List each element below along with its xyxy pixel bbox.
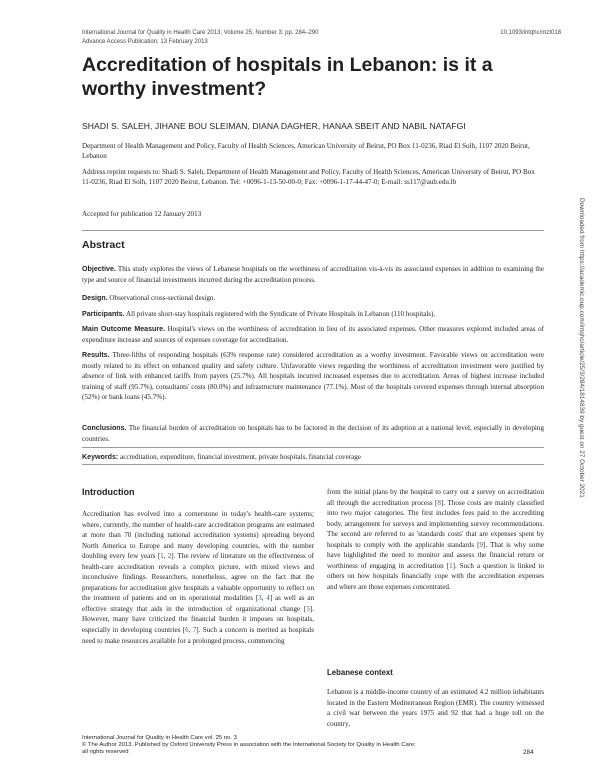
footer-journal-line: International Journal for Quality in Health Care vol. 25 no. 3 bbox=[82, 735, 237, 741]
author-list: SHADI S. SALEH, JIHANE BOU SLEIMAN, DIANA DAGHER, HANAA SBEIT AND NABIL NATAFGI bbox=[82, 121, 466, 131]
lebanese-context-heading: Lebanese context bbox=[327, 668, 393, 677]
objective-text: This study explores the views of Lebanese hospitals on the worthiness of accreditation vis-à-vis its associated expenses in addition to examining the type and source of financial investments incurred during the accreditation process. bbox=[82, 265, 544, 284]
citation-link-7[interactable]: 7 bbox=[192, 626, 197, 635]
measure-label: Main Outcome Measure. bbox=[82, 325, 166, 333]
intro-text-b: ]. The review of literature on the effectiveness of health-care accreditation reveals a complex picture, with mixed views and inconclusive findings. Researchers, nonetheless, agree on the fact that the preparations for accreditation give hospitals a valuable opportunity to reflect on the treatment of patients and on its operational modalities [ bbox=[82, 552, 314, 603]
measure-text: Hospital's views on the worthiness of accreditation in lieu of its associated expenses. Other measures explored included areas of expenditure increase and sources of expenses coverage for accreditation. bbox=[82, 325, 544, 344]
page-number: 284 bbox=[523, 749, 534, 756]
citation-link-5[interactable]: 5 bbox=[306, 604, 310, 613]
doi-link[interactable]: 10.1093/intqhc/mzt018 bbox=[500, 30, 561, 36]
citation-link-1[interactable]: 1 bbox=[160, 552, 164, 561]
accepted-date: Accepted for publication 12 January 2013 bbox=[82, 210, 202, 218]
intro-sep-1: , bbox=[163, 552, 168, 561]
lebanese-context-paragraph: Lebanon is a middle-income country of an estimated 4.2 million inhabitants located in the Eastern Mediterranean Region (EMR). The country witnessed a civil war between the years 1975 and 92 that had a huge toll on the country, bbox=[327, 688, 544, 728]
citation-link-6[interactable]: 6 bbox=[185, 626, 189, 635]
introduction-heading: Introduction bbox=[82, 487, 135, 497]
abstract-main-outcome bbox=[82, 324, 544, 345]
reprint-address: Address reprint requests to: Shadi S. Saleh, Department of Health Management and Policy, Faculty of Health Sciences, American University of Beirut, PO Box 11-0236, Riad El Solh, 1107 2020 Beirut, Lebanon. Tel: +0096-1-13-50-00-0; Fax: +0096-1-17-44-47-0; E-mail: ss117@aub.edu.lb bbox=[82, 168, 535, 187]
citation-link-4[interactable]: 4 bbox=[266, 594, 270, 603]
keywords-line bbox=[82, 452, 544, 463]
download-watermark bbox=[576, 198, 585, 538]
design-text: Observational cross-sectional design. bbox=[109, 294, 216, 302]
citation-link-9[interactable]: 9 bbox=[479, 540, 484, 549]
intro-text-a: Accreditation has evolved into a cornerstone in today's health-care systems; where, currently, the number of health-care accreditation programs are estimated at more than 70 (including national accreditation systems) spreading beyond North America to Europe and many developing countries, with the number doubling every few years [ bbox=[82, 510, 314, 561]
footer-copyright-line: © The Author 2013. Published by Oxford University Press in association with the International Society for Quality in Health Care; bbox=[82, 742, 416, 749]
footer-rights-line: all rights reserved bbox=[82, 749, 129, 756]
participants-text: All private short-stay hospitals registered with the Syndicate of Private Hospitals in Lebanon (110 hospitals). bbox=[125, 310, 436, 318]
abstract-objective bbox=[82, 264, 544, 285]
abstract-participants bbox=[82, 309, 544, 320]
download-watermark-text: Downloaded from https://academic.oup.com/intqhc/article/25/3/284/1814839 by guest on 27 October 2021 bbox=[578, 198, 585, 498]
intro-text-d: ]. However, many have criticized the financial burden it imposes on hospitals, especially in developing countries [ bbox=[82, 604, 314, 635]
abstract-heading: Abstract bbox=[82, 239, 125, 251]
intro-text-e: ]. Such a concern is merited as hospitals need to make resources available for a prolonged process, commencing bbox=[82, 626, 315, 645]
abstract-results bbox=[82, 350, 544, 403]
participants-label: Participants. bbox=[82, 310, 125, 318]
results-text: Three-fifths of responding hospitals (63% response rate) considered accreditation as a worthy investment. Favorable views on accreditation were mostly related to its effect on enhanced quality and safety culture. Unfavorable views regarding the worthiness of accreditation investment were justified by absence of link with enhanced tariffs from payers (25.7%). All hospitals incurred increased expenses due to accreditation. Areas of highest increase included training of staff (95.7%), consultants' costs (80.0%) and infrastructure maintenance (77.1%). Most of the hospitals covered expenses through internal absorption (52%) or bank loans (45.7%). bbox=[82, 351, 544, 401]
citation-link-2[interactable]: 2 bbox=[167, 552, 172, 561]
design-label: Design. bbox=[82, 294, 108, 302]
right-text-c: ]. That is why some have highlighted the need to monitor and assess the financial return or worthiness of engaging in accreditation [ bbox=[327, 540, 544, 570]
intro-sep-3: , bbox=[188, 626, 193, 635]
keywords-top-rule bbox=[82, 447, 544, 448]
article-title: Accreditation of hospitals in Lebanon: is it a worthy investment? bbox=[82, 54, 493, 100]
intro-sep-2: , bbox=[261, 594, 267, 603]
keywords-text: accreditation, expenditure, financial investment, private hospitals, financial coverage bbox=[120, 453, 361, 461]
introduction-paragraph bbox=[82, 509, 314, 646]
journal-citation-line: International Journal for Quality in Health Care 2013; Volume 25, Number 3: pp. 284–290 bbox=[82, 30, 319, 36]
abstract-top-rule bbox=[82, 230, 544, 231]
right-text-b: ]. Those costs are mainly classified into two major categories. The first includes fees paid to the accrediting body, arrangement for surveys and implementing survey recommendations. The second are referred to as 'standards costs' that are expenses spent by hospitals to comply with the applicable standards [ bbox=[327, 498, 544, 549]
abstract-conclusions bbox=[82, 423, 544, 444]
right-text-d: ]. Such a question is linked to others on how hospitals financially cope with the accreditation expenses and where are those expenses concentrated. bbox=[327, 561, 544, 591]
citation-link-3[interactable]: 3 bbox=[258, 594, 262, 603]
advance-access-line: Advance Access Publication: 13 February 2013 bbox=[82, 38, 208, 45]
running-header bbox=[82, 29, 318, 46]
abstract-bottom-rule bbox=[82, 464, 544, 465]
abstract-design bbox=[82, 293, 544, 304]
results-label: Results. bbox=[82, 351, 110, 359]
conclusions-label: Conclusions. bbox=[82, 424, 127, 432]
page-footer bbox=[82, 735, 416, 757]
intro-text-c: ] as well as an effective strategy that aids in the introduction of organizational change [ bbox=[82, 594, 315, 613]
author-affiliation: Department of Health Management and Policy, Faculty of Health Sciences, American University of Beirut, PO Box 11-0236, Riad El Solh, 1107 2020 Beirut, Lebanon bbox=[82, 142, 530, 161]
right-text-a: from the initial plans by the hospital to carry out a survey on accreditation all through the accreditation process [ bbox=[327, 488, 544, 507]
conclusions-text: The financial burden of accreditation on hospitals has to be factored in the decision of its adoption at a national level, especially in developing countries. bbox=[82, 424, 544, 443]
citation-link-1-repeat[interactable]: 1 bbox=[449, 561, 453, 570]
objective-label: Objective. bbox=[82, 265, 116, 273]
keywords-label: Keywords: bbox=[82, 453, 119, 461]
introduction-paragraph-continued bbox=[327, 487, 544, 592]
citation-link-8[interactable]: 8 bbox=[437, 498, 441, 507]
